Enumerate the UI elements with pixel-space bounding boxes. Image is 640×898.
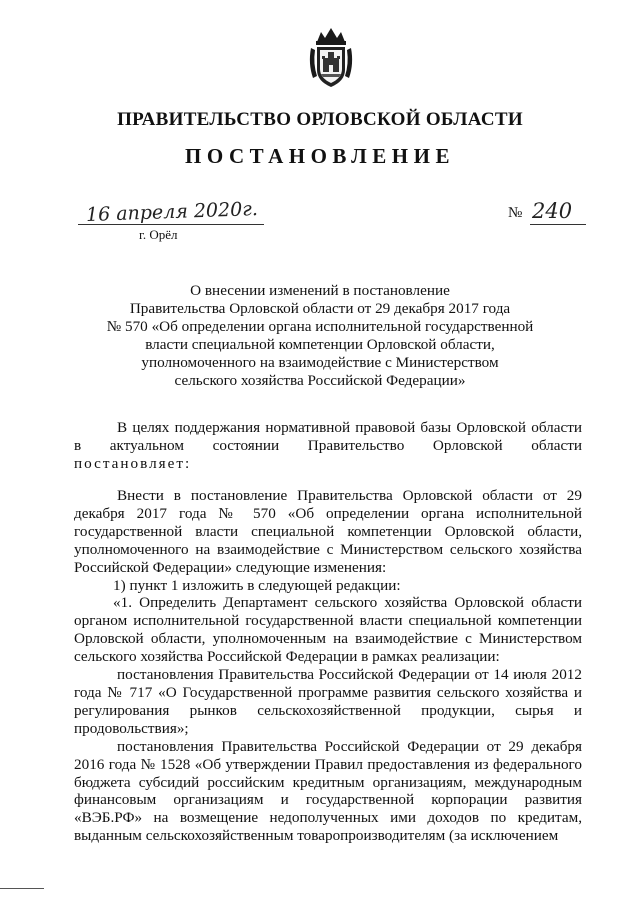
subject-line: сельского хозяйства Российской Федерации» <box>174 371 466 389</box>
subject-line: власти специальной компетенции Орловской области, <box>145 335 495 353</box>
coat-of-arms-icon <box>307 26 355 90</box>
government-name: ПРАВИТЕЛЬСТВО ОРЛОВСКОЙ ОБЛАСТИ <box>117 109 523 130</box>
body-paragraph: постановления Правительства Российской Федерации от 14 июля 2012 года № 717 «О Государственной программе развития сельского хозяйства и регулирования рынков сельскохозяйственной продукции, сырья и продовольствия»; <box>74 666 582 737</box>
preamble-line: В целях поддержания нормативной правовой базы Орловской области <box>117 419 582 436</box>
resolution-body <box>74 487 582 845</box>
subject-line: Правительства Орловской области от 29 декабря 2017 года <box>129 299 511 317</box>
subject-line: О внесении изменений в постановление <box>190 282 450 299</box>
subject-line: уполномоченного на взаимодействие с Министерством <box>141 353 499 371</box>
preamble-line: в актуальном состоянии Правительство Орловской области <box>74 436 582 454</box>
date-underline <box>78 224 264 225</box>
number-underline <box>530 224 586 225</box>
body-paragraph: Внести в постановление Правительства Орловской области от 29 декабря 2017 года № 570 «Об определении органа исполнительной государственной власти специальной компетенции Орловской области, уполномоченного на взаимодействие с Министерством сельского хозяйства Российской Федерации» следующие изменения: <box>74 487 582 576</box>
city-label: г. Орёл <box>139 227 178 242</box>
coat-of-arms-emblem <box>307 26 355 90</box>
handwritten-number: 240 <box>532 199 573 223</box>
preamble-resolve: постановляет: <box>74 454 192 472</box>
body-paragraph: 1) пункт 1 изложить в следующей редакции: <box>113 576 401 594</box>
handwritten-date: 16 апреля 2020г. <box>85 198 259 226</box>
document-type-title: ПОСТАНОВЛЕНИЕ <box>185 144 455 168</box>
preamble <box>74 419 582 473</box>
body-paragraph: «1. Определить Департамент сельского хозяйства Орловской области органом исполнительной государственной власти специальной компетенции Орловской области, уполномоченным на взаимодействие с Министерством сельского хозяйства Российской Федерации в рамках реализации: <box>74 594 582 666</box>
page-edge-mark <box>0 888 44 889</box>
document-subject <box>60 282 580 389</box>
subject-line: № 570 «Об определении органа исполнительной государственной <box>106 317 534 335</box>
number-label: № <box>508 205 523 221</box>
body-paragraph: постановления Правительства Российской Федерации от 29 декабря 2016 года № 1528 «Об утверждении Правил предоставления из федерального бюджета субсидий российским кредитным организациям, международным финансовым организациям и государственной корпорации развития «ВЭБ.РФ» на возмещение недополученных ими доходов по кредитам, выданным сельскохозяйственным товаропроизводителям (за исключением <box>74 737 582 845</box>
